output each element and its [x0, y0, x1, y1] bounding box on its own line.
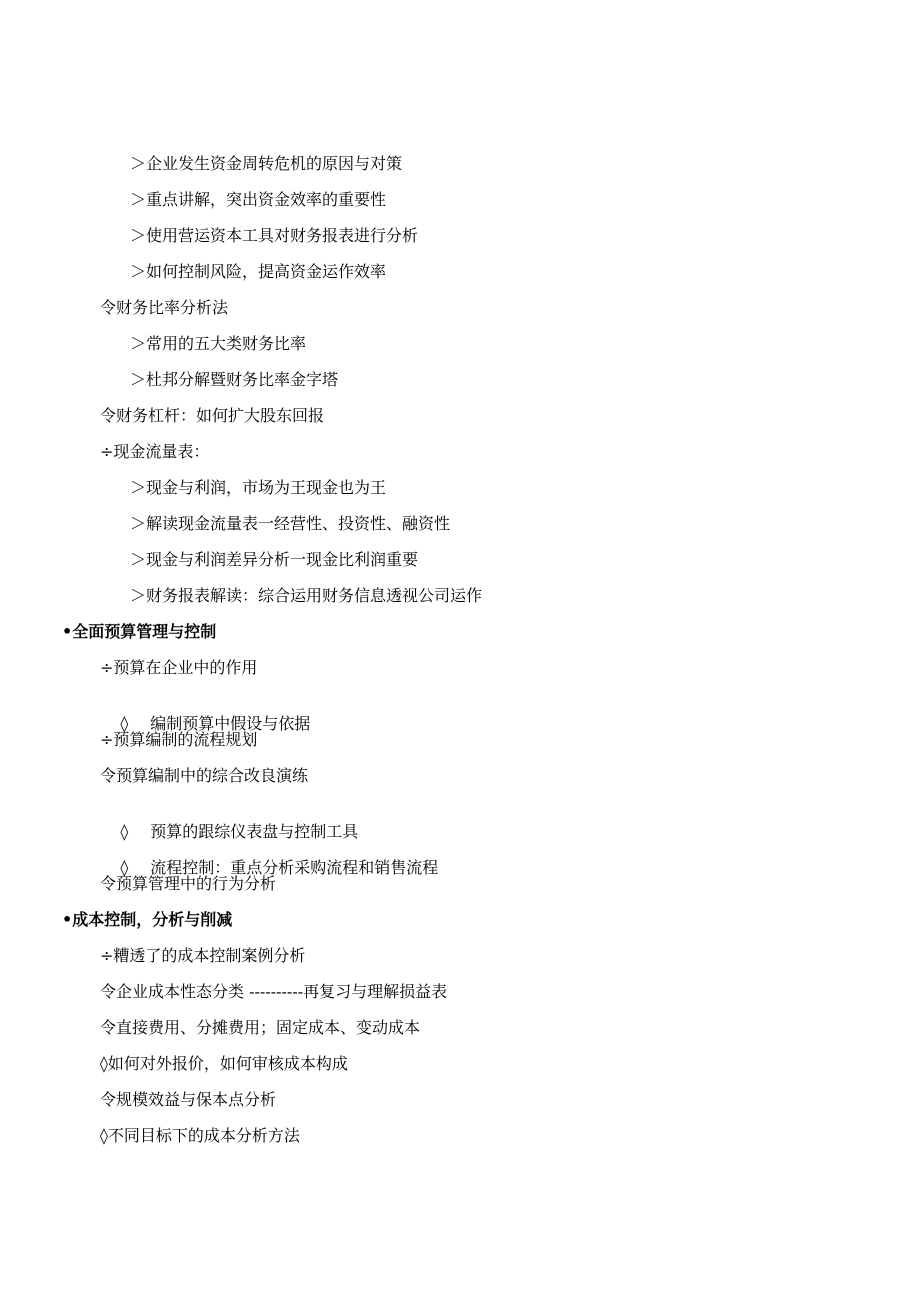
text-line: 令直接费用、分摊费用；固定成本、变动成本 [100, 1018, 421, 1037]
text-line: ＞使用营运资本工具对财务报表进行分析 [130, 226, 419, 245]
text-line: 令预算编制中的综合改良演练 [100, 766, 309, 785]
text-line: ÷预算编制的流程规划 [100, 730, 258, 749]
text-line: 令财务比率分析法 [100, 298, 229, 317]
text-line: 令预算管理中的行为分析 [100, 874, 277, 893]
text-line: ＞常用的五大类财务比率 [130, 334, 307, 353]
text-line: ＞财务报表解读：综合运用财务信息透视公司运作 [130, 586, 483, 605]
text-line: ＞解读现金流量表一经营性、投资性、融资性 [130, 514, 451, 533]
text-line-content: 预算的跟综仪表盘与控制工具 [150, 822, 359, 841]
text-line: ＞现金与利润，市场为王现金也为王 [130, 478, 387, 497]
section-heading: •全面预算管理与控制 [62, 622, 217, 641]
diamond-bullet-icon: ◊ [120, 822, 129, 841]
text-line: ÷糟透了的成本控制案例分析 [100, 946, 306, 965]
text-line: ÷预算在企业中的作用 [100, 658, 258, 677]
text-line: 令财务杠杆：如何扩大股东回报 [100, 406, 325, 425]
text-line: ÷现金流量表： [100, 442, 210, 461]
text-line: ＞如何控制风险，提高资金运作效率 [130, 262, 387, 281]
text-line: ◊如何对外报价，如何审核成本构成 [100, 1054, 348, 1073]
text-line: ＞现金与利润差异分析一现金比利润重要 [130, 550, 419, 569]
text-line-content: 编制预算中假设与依据 [150, 714, 311, 733]
diamond-bullet-icon: ◊ [120, 714, 129, 733]
text-line: 令企业成本性态分类 ----------再复习与理解损益表 [100, 982, 448, 1001]
text-line-content: 流程控制：重点分析采购流程和销售流程 [150, 858, 439, 877]
text-line: ◊不同目标下的成本分析方法 [100, 1126, 300, 1145]
text-line: ＞重点讲解，突出资金效率的重要性 [130, 190, 387, 209]
diamond-bullet-icon: ◊ [120, 858, 129, 877]
text-line: 令规模效益与保本点分析 [100, 1090, 277, 1109]
section-heading: •成本控制，分析与削减 [62, 910, 233, 929]
text-line: ＞企业发生资金周转危机的原因与对策 [130, 154, 403, 173]
text-line: ＞杜邦分解暨财务比率金字塔 [130, 370, 339, 389]
